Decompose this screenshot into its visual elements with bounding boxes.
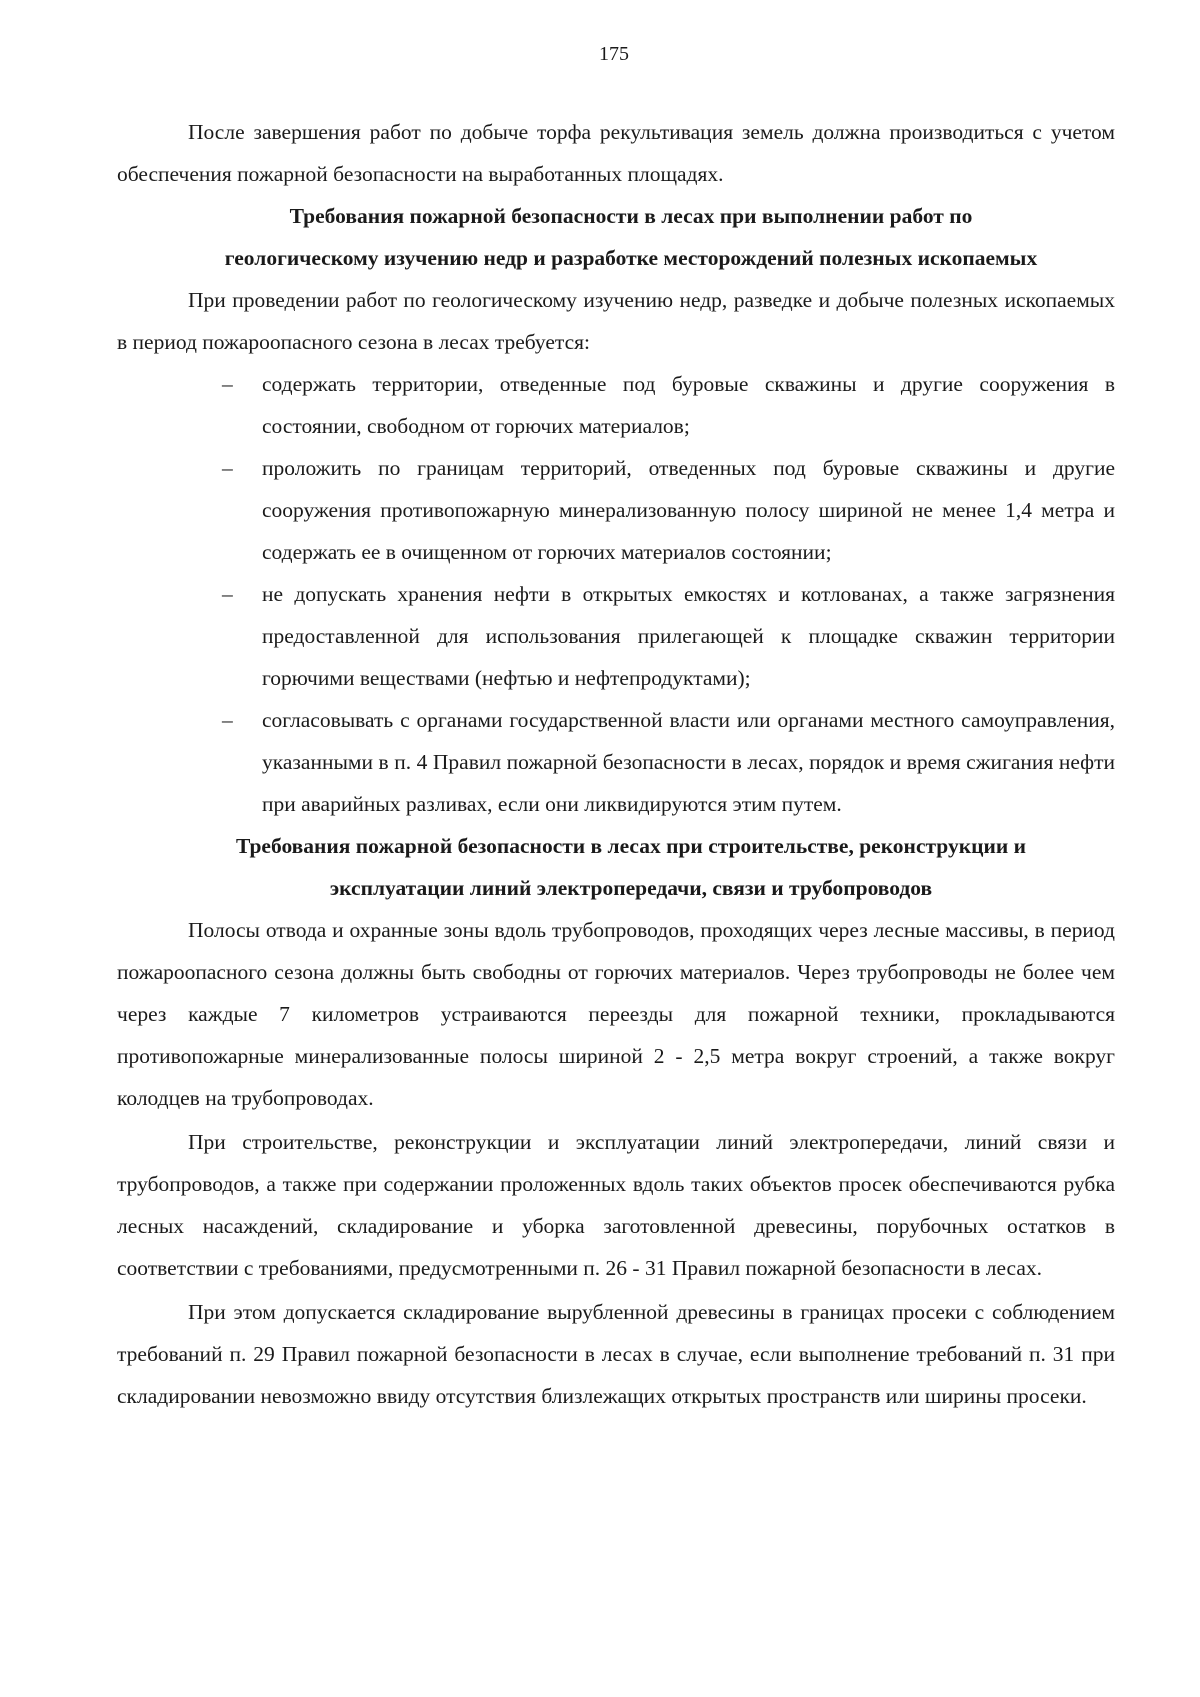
paragraph-pipelines-1: Полосы отвода и охранные зоны вдоль трубопроводов, проходящих через лесные массивы, в период пожароопасного сезона должны быть свободны от горючих материалов. Через трубопроводы не более чем через каждые 7 километров устраиваются переезды для пожарной техники, прокладываются противопожарные минерализованные полосы шириной 2 - 2,5 метра вокруг строений, а также вокруг колодцев на трубопроводах. — [117, 918, 1115, 1110]
list-item — [117, 363, 1115, 447]
section-heading-line: Требования пожарной безопасности в лесах при строительстве, реконструкции и — [235, 834, 1027, 858]
page-number: 175 — [599, 43, 629, 65]
paragraph-pipelines-2: При строительстве, реконструкции и эксплуатации линий электропередачи, линий связи и трубопроводов, а также при содержании проложенных вдоль таких объектов просек обеспечиваются рубка лесных насаждений, складирование и уборка заготовленной древесины, порубочных остатков в соответствии с требованиями, предусмотренными п. 26 - 31 Правил пожарной безопасности в лесах. — [117, 1130, 1115, 1280]
paragraph-geology-intro: При проведении работ по геологическому изучению недр, разведке и добыче полезных ископаемых в период пожароопасного сезона в лесах требуется: — [117, 288, 1115, 354]
dash-bullet: – — [222, 372, 233, 396]
page-content — [117, 111, 1115, 1417]
section-heading-line: эксплуатации линий электропередачи, связи и трубопроводов — [329, 876, 933, 900]
list-item-text: содержать территории, отведенные под буровые скважины и другие сооружения в состоянии, свободном от горючих материалов; — [262, 372, 1115, 438]
section-heading-line: Требования пожарной безопасности в лесах при выполнении работ по — [289, 204, 973, 228]
dash-bullet: – — [222, 456, 233, 480]
paragraph-intro: После завершения работ по добыче торфа рекультивация земель должна производиться с учетом обеспечения пожарной безопасности на выработанных площадях. — [117, 120, 1115, 186]
paragraph-pipelines-3: При этом допускается складирование вырубленной древесины в границах просеки с соблюдением требований п. 29 Правил пожарной безопасности в лесах в случае, если выполнение требований п. 31 при складировании невозможно ввиду отсутствия близлежащих открытых пространств или ширины просеки. — [117, 1300, 1115, 1408]
list-item — [117, 573, 1115, 699]
list-item-text: не допускать хранения нефти в открытых емкостях и котлованах, а также загрязнения предоставленной для использования прилегающей к площадке скважин территории горючими веществами (нефтью и нефтепродуктами); — [262, 582, 1115, 690]
list-item-text: согласовывать с органами государственной власти или органами местного самоуправления, указанными в п. 4 Правил пожарной безопасности в лесах, порядок и время сжигания нефти при аварийных разливах, если они ликвидируются этим путем. — [262, 708, 1115, 816]
list-item — [117, 447, 1115, 573]
list-item-text: проложить по границам территорий, отведенных под буровые скважины и другие сооружения противопожарную минерализованную полосу шириной не менее 1,4 метра и содержать ее в очищенном от горючих материалов состоянии; — [262, 456, 1115, 564]
section-heading-line: геологическому изучению недр и разработке месторождений полезных ископаемых — [224, 246, 1038, 270]
dash-bullet: – — [222, 582, 233, 606]
requirements-list — [117, 363, 1115, 825]
section-heading-geology — [117, 195, 1115, 279]
list-item — [117, 699, 1115, 825]
section-heading-power-lines — [117, 825, 1115, 909]
dash-bullet: – — [222, 708, 233, 732]
